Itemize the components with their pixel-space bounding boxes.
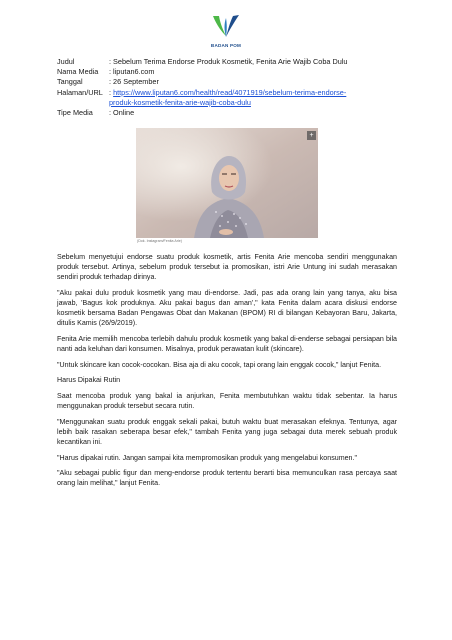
- meta-value: : Online: [109, 108, 135, 118]
- meta-row-url: [57, 88, 417, 108]
- paragraph: Saat mencoba produk yang bakal ia anjurkan, Fenita membutuhkan waktu tidak sebentar. Ia harus menggunakan produk tersebut secara rutin.: [57, 392, 397, 411]
- paragraph: "Untuk skincare kan cocok-cocokan. Bisa aja di aku cocok, tapi orang lain enggak cocok," lanjut Fenita.: [57, 360, 382, 369]
- article-url-link[interactable]: https://www.liputan6.com/health/read/4071919/sebelum-terima-endorse-: [113, 87, 347, 97]
- meta-row-date: [57, 77, 417, 87]
- meta-colon: :: [109, 87, 114, 97]
- article-photo: [136, 128, 318, 238]
- article-url-link-cont[interactable]: produk-kosmetik-fenita-arie-wajib-coba-dulu: [109, 97, 251, 107]
- article-metadata: [57, 57, 417, 118]
- meta-value: : Sebelum Terima Endorse Produk Kosmetik, Fenita Arie Wajib Coba Dulu: [109, 57, 348, 66]
- logo-wordmark: BADAN POM: [210, 43, 242, 48]
- meta-row-title: [57, 57, 417, 67]
- paragraph: Sebelum menyetujui endorse suatu produk kosmetik, artis Fenita Arie mencoba sendiri menggunakan produk tersebut. Artinya, sebelum produk tersebut ia promosikan, istri Arie Untung ini sudah merasakan sendiri produk terhadap dirinya.: [57, 253, 397, 282]
- paragraph: "Harus dipakai rutin. Jangan sampai kita mempromosikan produk yang mengelabui konsumen.": [57, 453, 357, 462]
- meta-row-type: [57, 108, 417, 118]
- photo-credit: (Dok. Instagram/Fenita Arie): [137, 239, 182, 243]
- meta-value: : 26 September: [109, 77, 159, 87]
- meta-value: : liputan6.com: [109, 67, 155, 77]
- meta-key: Halaman/URL: [57, 87, 103, 97]
- expand-icon[interactable]: +: [307, 131, 316, 140]
- meta-key: Nama Media: [57, 67, 99, 77]
- badan-pom-emblem-icon: [208, 12, 244, 42]
- paragraph: Fenita Arie memilih mencoba terlebih dahulu produk kosmetik yang bakal di-enderse sebagai persiapan bila nanti ada keluhan dari konsumen. Misalnya, produk perawatan kulit (skincare).: [57, 334, 397, 353]
- paragraph: "Aku pakai dulu produk kosmetik yang mau di-endorse. Jadi, pas ada orang lain yang tanya, aku bisa jawab, 'Bagus kok produknya. Aku pakai bagus dan aman'," kata Fenita dalam acara diskusi endorse kosmetik bersama Badan Pengawas Obat dan Makanan (BPOM) RI di bilangan Kebayoran Baru, Jakarta, ditulis Kamis (26/9/2019).: [57, 288, 397, 328]
- paragraph: "Menggunakan suatu produk enggak sekali pakai, butuh waktu buat merasakan efeknya. Tentunya, agar lebih baik rasakan seberapa besar efek," tambah Fenita yang juga sebagai duta merek sebuah produk kecantikan ini.: [57, 417, 397, 446]
- badan-pom-logo: [208, 12, 244, 52]
- meta-key: Tipe Media: [57, 108, 93, 118]
- meta-row-media: [57, 67, 417, 77]
- photo-illustration: [136, 128, 318, 238]
- article-body: [57, 252, 397, 494]
- meta-value: [109, 88, 417, 108]
- meta-key: Tanggal: [57, 77, 83, 87]
- meta-key: Judul: [57, 57, 75, 66]
- paragraph: "Aku sebagai public figur dan meng-endorse produk tertentu berarti bisa memunculkan rasa percaya saat orang lain melihat," lanjut Fenita.: [57, 469, 397, 488]
- section-subheading: Harus Dipakai Rutin: [57, 376, 121, 385]
